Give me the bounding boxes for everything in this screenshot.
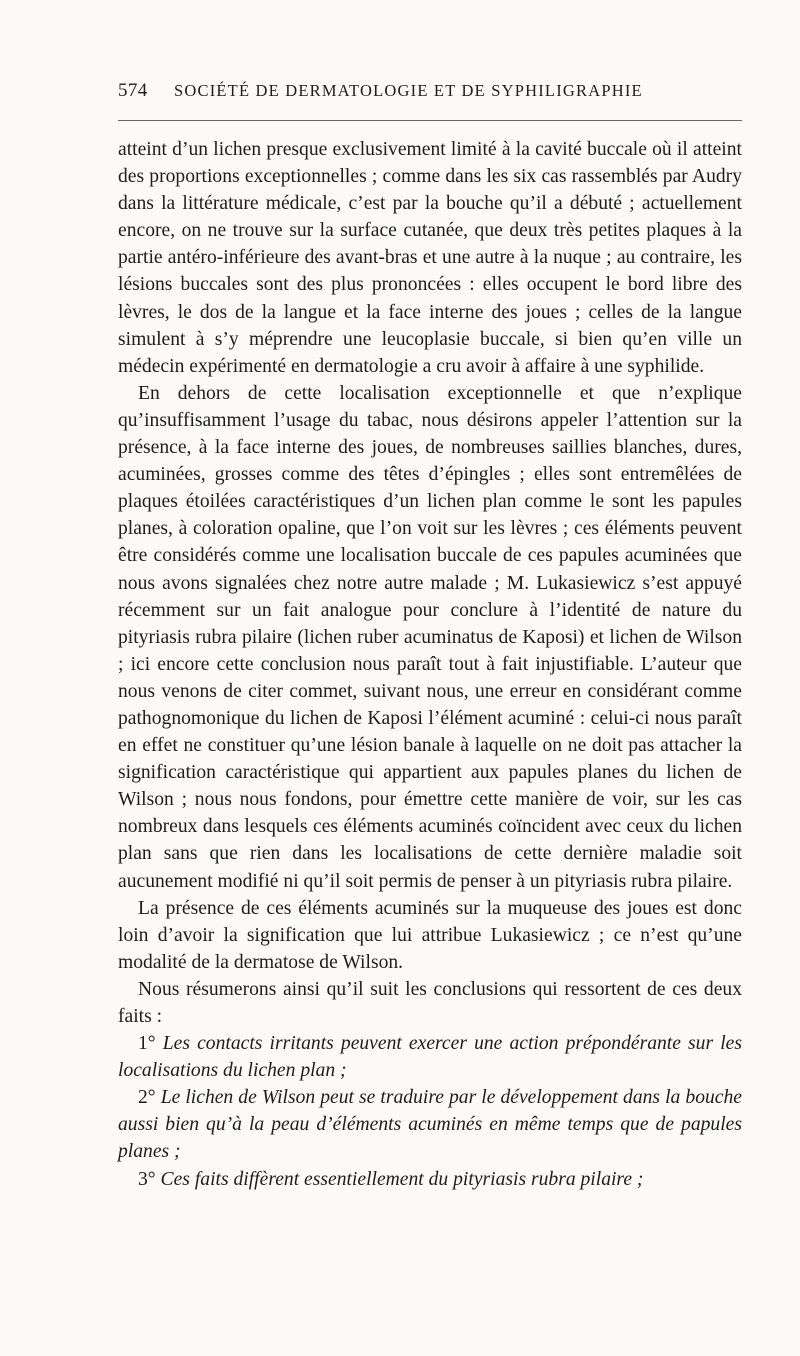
conclusion-item [118,1030,742,1084]
paragraph: Nous résumerons ainsi qu’il suit les conclusions qui ressortent de ces deux faits : [118,978,742,1027]
header-rule [118,120,742,121]
paragraph: atteint d’un lichen presque exclusivement limité à la cavité buccale où il atteint des proportions exceptionnelles ; comme dans les six cas rassemblés par Audry dans la littérature médicale, c’est par la bouche qu’il a débuté ; actuellement encore, on ne trouve sur la surface cutanée, que deux très petites plaques à la partie antéro-inférieure des avant-bras et une autre à la nuque ; au contraire, les lésions buccales sont des plus prononcées : elles occupent le bord libre des lèvres, le dos de la langue et la face interne des joues ; celles de la langue simulent à s’y méprendre une leucoplasie buccale, si bien qu’en ville un médecin expérimenté en dermatologie a cru avoir à affaire à une syphilide. [118,139,742,377]
running-title: SOCIÉTÉ DE DERMATOLOGIE ET DE SYPHILIGRAPHIE [174,81,643,100]
paragraph: En dehors de cette localisation exceptionnelle et que n’explique qu’insuffisamment l’usage du tabac, nous désirons appeler l’attention sur la présence, à la face interne des joues, de nombreuses saillies blanches, dures, acuminées, grosses comme des têtes d’épingles ; elles sont entremêlées de plaques étoilées caractéristiques d’un lichen plan comme le sont les papules planes, à coloration opaline, que l’on voit sur les lèvres ; ces éléments peuvent être considérés comme une localisation buccale de ces papules acuminées que nous avons signalées chez notre autre malade ; M. Lukasiewicz s’est appuyé récemment sur un fait analogue pour conclure à l’identité de nature du pityriasis rubra pilaire (lichen ruber acuminatus de Kaposi) et lichen de Wilson ; ici encore cette conclusion nous paraît tout à fait injustifiable. L’auteur que nous venons de citer commet, suivant nous, une erreur en considérant comme pathognomonique du lichen de Kaposi l’élément acuminé : celui-ci nous paraît en effet ne constituer qu’une lésion banale à laquelle on ne doit pas attacher la signification caractéristique qui appartient aux papules planes du lichen de Wilson ; nous nous fondons, pour émettre cette manière de voir, sur les cas nombreux dans lesquels ces éléments acuminés coïncident avec ceux du lichen plan sans que rien dans les localisations de cette dernière maladie soit aucunement modifié ni qu’il soit permis de penser à un pityriasis rubra pilaire. [118,382,742,892]
conclusion-number: 3° [138,1168,156,1190]
conclusion-text: Ces faits diffèrent essentiellement du pityriasis rubra pilaire ; [160,1168,644,1190]
conclusion-text: Les contacts irritants peuvent exercer une action prépondérante sur les localisations du lichen plan ; [118,1033,742,1082]
conclusion-item [118,1084,742,1165]
paragraph: La présence de ces éléments acuminés sur la muqueuse des joues est donc loin d’avoir la signification que lui attribue Lukasiewicz ; ce n’est qu’une modalité de la dermatose de Wilson. [118,897,742,973]
conclusion-text: Le lichen de Wilson peut se traduire par le développement dans la bouche aussi bien qu’à la peau d’éléments acuminés en même temps que de papules planes ; [118,1087,742,1163]
running-head [118,80,742,102]
conclusion-number: 2° [138,1087,156,1109]
conclusion-number: 1° [138,1033,156,1055]
page-number: 574 [118,80,148,101]
body-text [118,136,742,1193]
conclusion-item [118,1166,742,1193]
